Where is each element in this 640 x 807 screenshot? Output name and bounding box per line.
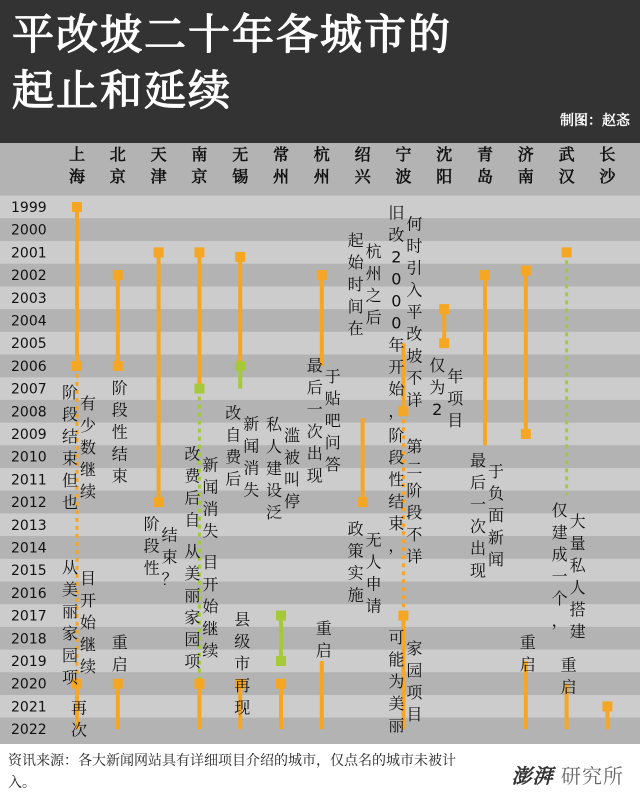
year-tick-label: 2006 (11, 358, 47, 375)
year-tick-label: 2008 (11, 404, 47, 421)
note-char: 美 (388, 694, 405, 714)
year-tick-label: 2009 (11, 427, 47, 443)
note-char: 建 (569, 622, 586, 642)
note-char: 人 (265, 436, 283, 456)
note-char: 杭 (365, 242, 382, 261)
note-char: 家 (61, 623, 79, 643)
note-char: 重 (111, 632, 128, 652)
note-char: 出 (469, 539, 487, 559)
note-char: 结 (388, 492, 405, 512)
timeline-marker (276, 656, 286, 666)
note-char: 一 (469, 495, 487, 515)
note-char: 详 (406, 547, 423, 567)
year-band (0, 241, 640, 264)
note-char: 问 (324, 432, 341, 452)
timeline-marker (113, 361, 123, 371)
note-char: 再 (234, 676, 251, 696)
timeline-marker (235, 361, 245, 371)
note-char: 改 (225, 403, 242, 423)
note-char: 续 (202, 641, 219, 660)
note-char: 成 (551, 545, 568, 565)
year-tick-label: 2010 (11, 449, 47, 466)
note-char: 0 (391, 313, 402, 333)
note-char: 目 (79, 568, 97, 588)
note-char: 私 (569, 556, 586, 576)
note-char: 续 (79, 656, 97, 676)
note-char: ？ (161, 569, 178, 589)
note-char: 段 (406, 503, 423, 523)
note-char: 段 (388, 448, 405, 468)
timeline-marker (72, 202, 82, 212)
note-char: 贴 (324, 388, 341, 408)
note-char: 实 (347, 563, 364, 583)
note-char: 目 (447, 410, 464, 430)
note-char: 后 (306, 377, 323, 397)
note-char: 目 (202, 553, 219, 572)
note-char: 闻 (243, 436, 260, 456)
note-char: 二 (406, 459, 423, 479)
note-char: 束 (111, 466, 128, 486)
note-char: 年 (447, 366, 464, 386)
city-label: 波 (395, 167, 412, 186)
note-char: 重 (560, 655, 577, 675)
note-char: 建 (551, 523, 568, 543)
year-tick-label: 2005 (11, 336, 47, 353)
note-char: 最 (306, 355, 323, 375)
note-char: 始 (388, 379, 405, 399)
timeline-chart (0, 143, 640, 744)
note-char: 旧 (388, 203, 405, 223)
timeline-marker (72, 361, 82, 371)
city-label: 南 (517, 167, 534, 186)
note-char: 间 (347, 297, 364, 316)
logo (512, 760, 624, 789)
note-char: 次 (70, 720, 88, 740)
note-char: 0 (391, 291, 402, 311)
city-label: 州 (272, 167, 290, 186)
note-char: 改 (406, 324, 423, 344)
note-char: 平 (406, 302, 423, 322)
note-char: 继 (79, 460, 97, 480)
note-char: 州 (365, 264, 382, 283)
note-char: 泛 (265, 502, 283, 522)
note-char: 启 (111, 654, 128, 674)
note-char: 消 (243, 458, 260, 478)
source-note: 资讯来源：各大新闻网站具有详细项目介绍的城市，仅点名的城市未被计入。 (8, 753, 456, 791)
note-char: 改 (184, 444, 201, 464)
timeline-marker (154, 497, 164, 507)
year-tick-label: 2001 (11, 245, 47, 262)
note-char: 性 (111, 422, 128, 442)
city-label: 州 (313, 167, 330, 186)
note-char: 阶 (111, 378, 128, 398)
year-tick-label: 2007 (11, 381, 47, 398)
note-char: 丽 (388, 716, 405, 736)
note-char: 现 (234, 698, 251, 718)
timeline-marker (194, 679, 204, 689)
chart-area (0, 143, 640, 744)
title-line-2: 起止和延续 (12, 66, 233, 115)
note-char: 家 (184, 608, 201, 627)
year-tick-label: 2020 (11, 676, 47, 693)
note-char: 段 (61, 405, 79, 425)
note-char: 失 (243, 480, 260, 500)
note-char: 入 (406, 280, 423, 300)
note-char: 新 (243, 414, 260, 434)
note-char: 个 (551, 589, 568, 609)
note-char: 时 (406, 236, 423, 256)
city-label: 锡 (232, 167, 249, 186)
year-band (0, 196, 640, 219)
note-char: 引 (406, 258, 423, 278)
timeline-marker (276, 679, 286, 689)
note-char: 家 (406, 639, 423, 659)
timeline-marker (276, 611, 286, 621)
note-char: 阶 (388, 426, 405, 446)
year-tick-label: 2013 (11, 517, 47, 534)
city-label: 绍 (354, 145, 371, 164)
note-char: 人 (365, 552, 382, 572)
note-char: 段 (143, 536, 160, 556)
note-char: 但 (61, 471, 79, 491)
city-label: 京 (109, 167, 126, 186)
city-label: 阳 (436, 167, 453, 186)
note-char: 始 (202, 597, 219, 616)
timeline-marker (562, 247, 572, 257)
note-char: 重 (519, 632, 536, 652)
logo-sub: 研究所 (561, 764, 624, 788)
year-tick-label: 2012 (11, 495, 47, 512)
city-label: 北 (109, 145, 126, 164)
note-char: 美 (184, 564, 201, 583)
city-label: 海 (68, 167, 86, 186)
note-char: 叫 (283, 469, 301, 489)
note-char: 人 (569, 578, 586, 598)
note-char: 起 (347, 231, 364, 250)
note-char: 县 (234, 610, 251, 630)
note-char: 闻 (487, 550, 505, 570)
note-char: 园 (406, 661, 423, 681)
city-label: 汉 (558, 167, 575, 186)
year-tick-label: 2018 (11, 631, 47, 648)
city-label: 青 (476, 145, 494, 164)
year-tick-label: 2015 (11, 563, 47, 580)
city-label: 沙 (599, 167, 616, 186)
note-char: 被 (283, 447, 301, 467)
note-char: 项 (61, 667, 79, 687)
timeline-marker (154, 247, 164, 257)
note-char: 消 (202, 499, 219, 519)
timeline-marker (521, 266, 531, 276)
timeline-marker (439, 304, 449, 314)
year-tick-label: 2002 (11, 268, 47, 285)
note-char: 设 (265, 480, 283, 500)
city-label: 武 (558, 145, 575, 164)
note-char: 0 (391, 269, 402, 289)
city-label: 京 (191, 167, 208, 186)
note-char: 继 (79, 634, 97, 654)
note-char: 性 (388, 470, 405, 490)
note-char: 费 (184, 466, 201, 486)
year-tick-label: 2022 (11, 722, 47, 739)
note-char: 再 (70, 698, 88, 718)
note-char: 少 (79, 416, 97, 436)
note-char: 项 (184, 652, 201, 671)
note-char: 启 (560, 677, 577, 697)
note-char: 性 (143, 558, 160, 578)
note-char: 新 (487, 528, 505, 548)
note-char: 大 (569, 512, 586, 532)
note-char: 出 (306, 443, 323, 463)
note-char: 从 (184, 542, 201, 561)
note-char: 现 (469, 561, 487, 581)
note-char: 后 (225, 469, 242, 489)
note-char: 次 (469, 517, 487, 537)
note-char: 继 (202, 619, 219, 638)
note-char: 无 (365, 530, 382, 550)
note-char: 私 (265, 414, 283, 434)
note-char: ， (551, 611, 568, 631)
year-tick-label: 2021 (11, 699, 47, 716)
note-char: 段 (111, 400, 128, 420)
note-char: 策 (347, 541, 364, 561)
note-char: 次 (306, 421, 323, 441)
timeline-marker (521, 429, 531, 439)
note-char: 在 (347, 319, 364, 338)
note-char: 丽 (61, 601, 79, 621)
note-char: 之 (365, 286, 382, 305)
note-char: 闻 (202, 477, 219, 497)
note-char: ， (388, 536, 405, 556)
note-char: 于 (487, 462, 505, 482)
note-char: 年 (388, 335, 405, 355)
note-char: 重 (315, 619, 332, 639)
timeline-marker (439, 338, 449, 348)
city-label: 上 (68, 145, 86, 164)
logo-main: 澎湃 (511, 764, 554, 788)
note-char: 2 (391, 247, 402, 267)
note-char: 结 (111, 444, 128, 464)
note-char: 时 (347, 275, 364, 294)
note-char: 新 (202, 455, 219, 475)
note-char: 何 (406, 214, 423, 234)
note-char: 始 (347, 253, 364, 272)
note-char: 申 (365, 574, 382, 594)
year-band (0, 536, 640, 559)
note-char: 后 (469, 473, 487, 493)
year-tick-label: 2019 (11, 654, 47, 670)
note-char: 自 (225, 425, 242, 445)
note-char: 为 (429, 377, 446, 397)
note-char: ， (388, 401, 405, 421)
city-label: 济 (517, 145, 534, 164)
note-char: 也 (61, 493, 79, 513)
note-char: 改 (388, 225, 405, 245)
city-label: 沈 (436, 145, 453, 164)
year-tick-label: 1999 (11, 200, 47, 216)
city-label: 南 (191, 145, 208, 164)
note-char: 负 (487, 484, 505, 504)
note-char: 束 (61, 449, 79, 469)
note-char: 开 (79, 590, 97, 610)
year-band (0, 513, 640, 539)
note-char: 从 (61, 557, 79, 577)
note-char: 一 (551, 567, 568, 587)
note-char: 量 (569, 534, 586, 554)
credit: 制图：赵忞 (560, 113, 630, 129)
timeline-marker (317, 270, 327, 280)
year-tick-label: 2016 (11, 585, 47, 602)
note-char: 开 (388, 357, 405, 377)
note-char: 失 (202, 521, 219, 541)
city-label: 长 (599, 145, 616, 164)
timeline-marker (235, 252, 245, 262)
note-char: 详 (406, 390, 423, 410)
note-char: 园 (184, 630, 201, 649)
note-char: 后 (184, 488, 201, 508)
note-char: 束 (388, 514, 405, 534)
city-label: 无 (232, 145, 249, 164)
note-char: 束 (161, 547, 178, 567)
note-char: 后 (365, 308, 382, 327)
note-char: 自 (184, 510, 201, 530)
timeline-marker (113, 679, 123, 689)
timeline-marker (358, 497, 368, 507)
note-char: 答 (324, 454, 341, 474)
note-char: 第 (406, 437, 423, 457)
note-char: 阶 (406, 481, 423, 501)
timeline-marker (398, 611, 408, 621)
note-char: 面 (487, 506, 505, 526)
footer (0, 744, 640, 807)
year-tick-label: 2000 (11, 222, 47, 239)
note-char: 市 (234, 654, 251, 674)
year-tick-label: 2003 (11, 290, 47, 307)
note-char: 2 (432, 399, 443, 419)
note-char: 不 (406, 368, 423, 388)
timeline-marker (602, 701, 612, 711)
city-label: 岛 (476, 167, 494, 186)
note-char: 施 (347, 585, 364, 605)
year-tick-label: 2017 (11, 608, 47, 625)
note-char: 数 (79, 438, 97, 458)
note-char: 政 (347, 519, 364, 539)
city-label: 常 (272, 145, 290, 164)
timeline-marker (480, 270, 490, 280)
note-char: 项 (406, 683, 423, 703)
note-char: 园 (61, 645, 79, 665)
note-char: 不 (406, 525, 423, 545)
note-char: 美 (61, 579, 79, 599)
note-char: 仅 (551, 501, 568, 521)
city-label: 宁 (395, 145, 412, 164)
note-char: 级 (234, 632, 251, 652)
year-band (0, 218, 640, 241)
note-char: 搭 (569, 600, 586, 620)
note-char: 仅 (429, 355, 446, 375)
note-char: 费 (225, 447, 242, 467)
note-char: 结 (61, 427, 79, 447)
title-line-1: 平改坡二十年各城市的 (12, 10, 453, 59)
note-char: 于 (324, 366, 341, 386)
note-char: 丽 (184, 586, 201, 605)
note-char: 现 (306, 465, 323, 485)
city-label: 杭 (313, 145, 330, 164)
note-char: 最 (469, 451, 487, 471)
note-char: 始 (79, 612, 97, 632)
header (0, 0, 640, 143)
note-char: 启 (519, 654, 536, 674)
year-tick-label: 2014 (11, 540, 47, 557)
note-char: 滥 (283, 425, 301, 445)
note-char: 为 (388, 672, 405, 692)
city-label: 兴 (354, 167, 371, 186)
note-char: 建 (265, 458, 283, 478)
timeline-marker (194, 247, 204, 257)
note-char: 吧 (324, 410, 341, 430)
year-tick-label: 2004 (11, 313, 47, 330)
note-char: 停 (283, 491, 301, 511)
year-tick-label: 2011 (11, 472, 47, 489)
note-char: 请 (365, 596, 382, 616)
note-char: 续 (79, 482, 97, 502)
note-char: 可 (388, 628, 405, 648)
timeline-marker (113, 270, 123, 280)
note-char: 启 (315, 641, 332, 661)
timeline-marker (194, 384, 204, 394)
note-char: 阶 (143, 514, 160, 534)
note-char: 目 (406, 705, 423, 725)
note-char: 坡 (406, 346, 423, 366)
city-label: 津 (150, 167, 167, 186)
note-char: 结 (161, 525, 178, 545)
note-char: 有 (79, 394, 97, 414)
note-char: 开 (202, 575, 219, 594)
city-label: 天 (150, 145, 167, 164)
note-char: 项 (447, 388, 464, 408)
note-char: 能 (388, 650, 405, 670)
note-char: 阶 (61, 383, 79, 403)
note-char: 一 (306, 399, 323, 419)
